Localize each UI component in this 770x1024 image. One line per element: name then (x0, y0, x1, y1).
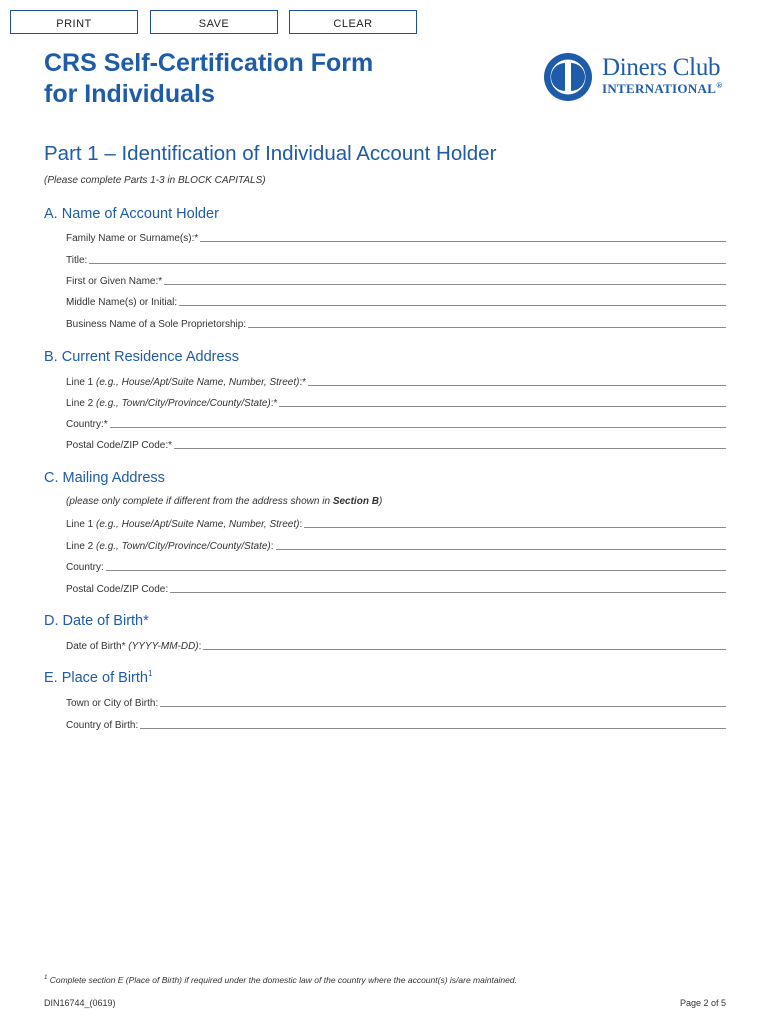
residence-postal-label: Postal Code/ZIP Code:* (66, 440, 172, 451)
middle-name-label: Middle Name(s) or Initial: (66, 297, 178, 308)
page-number: Page 2 of 5 (679, 998, 726, 1008)
mailing-line2-field[interactable] (66, 538, 726, 552)
residence-country-input[interactable] (110, 417, 726, 428)
residence-line2-label: Line 2 (e.g., Town/City/Province/County/State):* (66, 398, 278, 409)
print-button[interactable]: PRINT (10, 10, 138, 34)
residence-country-label: Country:* (66, 419, 108, 430)
title-input[interactable] (89, 253, 726, 264)
mailing-country-label: Country: (66, 562, 104, 573)
clear-button[interactable]: CLEAR (289, 10, 417, 34)
middle-name-input[interactable] (179, 295, 726, 306)
residence-country-field[interactable] (66, 416, 726, 430)
section-a-heading: A. Name of Account Holder (44, 206, 219, 222)
part1-instructions: (Please complete Parts 1-3 in BLOCK CAPITALS) (44, 175, 266, 186)
document-title (44, 48, 373, 110)
mailing-line2-label: Line 2 (e.g., Town/City/Province/County/State): (66, 541, 274, 552)
country-of-birth-field[interactable] (66, 717, 726, 731)
title-field[interactable] (66, 252, 726, 266)
residence-line2-input[interactable] (279, 396, 726, 407)
business-name-label: Business Name of a Sole Proprietorship: (66, 319, 247, 330)
family-name-field[interactable] (66, 230, 726, 244)
mailing-country-field[interactable] (66, 559, 726, 573)
mailing-postal-label: Postal Code/ZIP Code: (66, 584, 169, 595)
first-name-label: First or Given Name:* (66, 276, 163, 287)
middle-name-field[interactable] (66, 294, 726, 308)
country-of-birth-input[interactable] (140, 718, 726, 729)
footnote: $^1$ Complete section E (Place of Birth) if required under the domestic law of the country where the account(s) is/are maintained. (44, 975, 517, 985)
business-name-input[interactable] (248, 317, 726, 328)
section-b-heading: B. Current Residence Address (44, 349, 240, 365)
residence-line2-field[interactable] (66, 395, 726, 409)
town-of-birth-field[interactable] (66, 695, 726, 709)
family-name-input[interactable] (200, 231, 726, 242)
residence-postal-field[interactable] (66, 437, 726, 451)
first-name-input[interactable] (164, 274, 726, 285)
diners-club-logo (540, 52, 730, 102)
business-name-field[interactable] (66, 316, 726, 330)
section-c-heading: C. Mailing Address (44, 470, 165, 486)
title-label: Title: (66, 255, 88, 266)
document-title-line1: CRS Self-Certification Form (44, 49, 374, 77)
mailing-postal-field[interactable] (66, 581, 726, 595)
logo-subword: INTERNATIONAL® (602, 81, 723, 96)
section-c-note: (please only complete if different from the address shown in Section B) (66, 496, 383, 507)
date-of-birth-field[interactable] (66, 638, 726, 652)
residence-line1-label: Line 1 (e.g., House/Apt/Suite Name, Number, Street):* (66, 377, 307, 388)
family-name-label: Family Name or Surname(s):* (66, 233, 199, 244)
document-code: DIN16744_(0619) (44, 998, 116, 1008)
document-title-line2: for Individuals (44, 80, 215, 108)
residence-postal-input[interactable] (174, 438, 726, 449)
country-of-birth-label: Country of Birth: (66, 720, 139, 731)
section-e-heading: E. Place of Birth$^1$ (44, 669, 153, 686)
date-of-birth-label: Date of Birth* (YYYY-MM-DD): (66, 641, 202, 652)
part1-title: Part 1 – Identification of Individual Account Holder (44, 142, 497, 165)
mailing-line1-input[interactable] (304, 517, 726, 528)
town-of-birth-input[interactable] (160, 696, 726, 707)
save-button[interactable]: SAVE (150, 10, 278, 34)
date-of-birth-input[interactable] (203, 639, 726, 650)
mailing-line1-label: Line 1 (e.g., House/Apt/Suite Name, Number, Street): (66, 519, 303, 530)
logo-wordmark: Diners Club (602, 54, 721, 81)
residence-line1-input[interactable] (308, 375, 726, 386)
mailing-line1-field[interactable] (66, 516, 726, 530)
first-name-field[interactable] (66, 273, 726, 287)
mailing-country-input[interactable] (106, 560, 726, 571)
town-of-birth-label: Town or City of Birth: (66, 698, 159, 709)
section-d-heading: D. Date of Birth* (44, 613, 149, 629)
residence-line1-field[interactable] (66, 374, 726, 388)
diners-club-logo-icon (540, 52, 596, 102)
mailing-line2-input[interactable] (276, 539, 726, 550)
mailing-postal-input[interactable] (170, 582, 726, 593)
